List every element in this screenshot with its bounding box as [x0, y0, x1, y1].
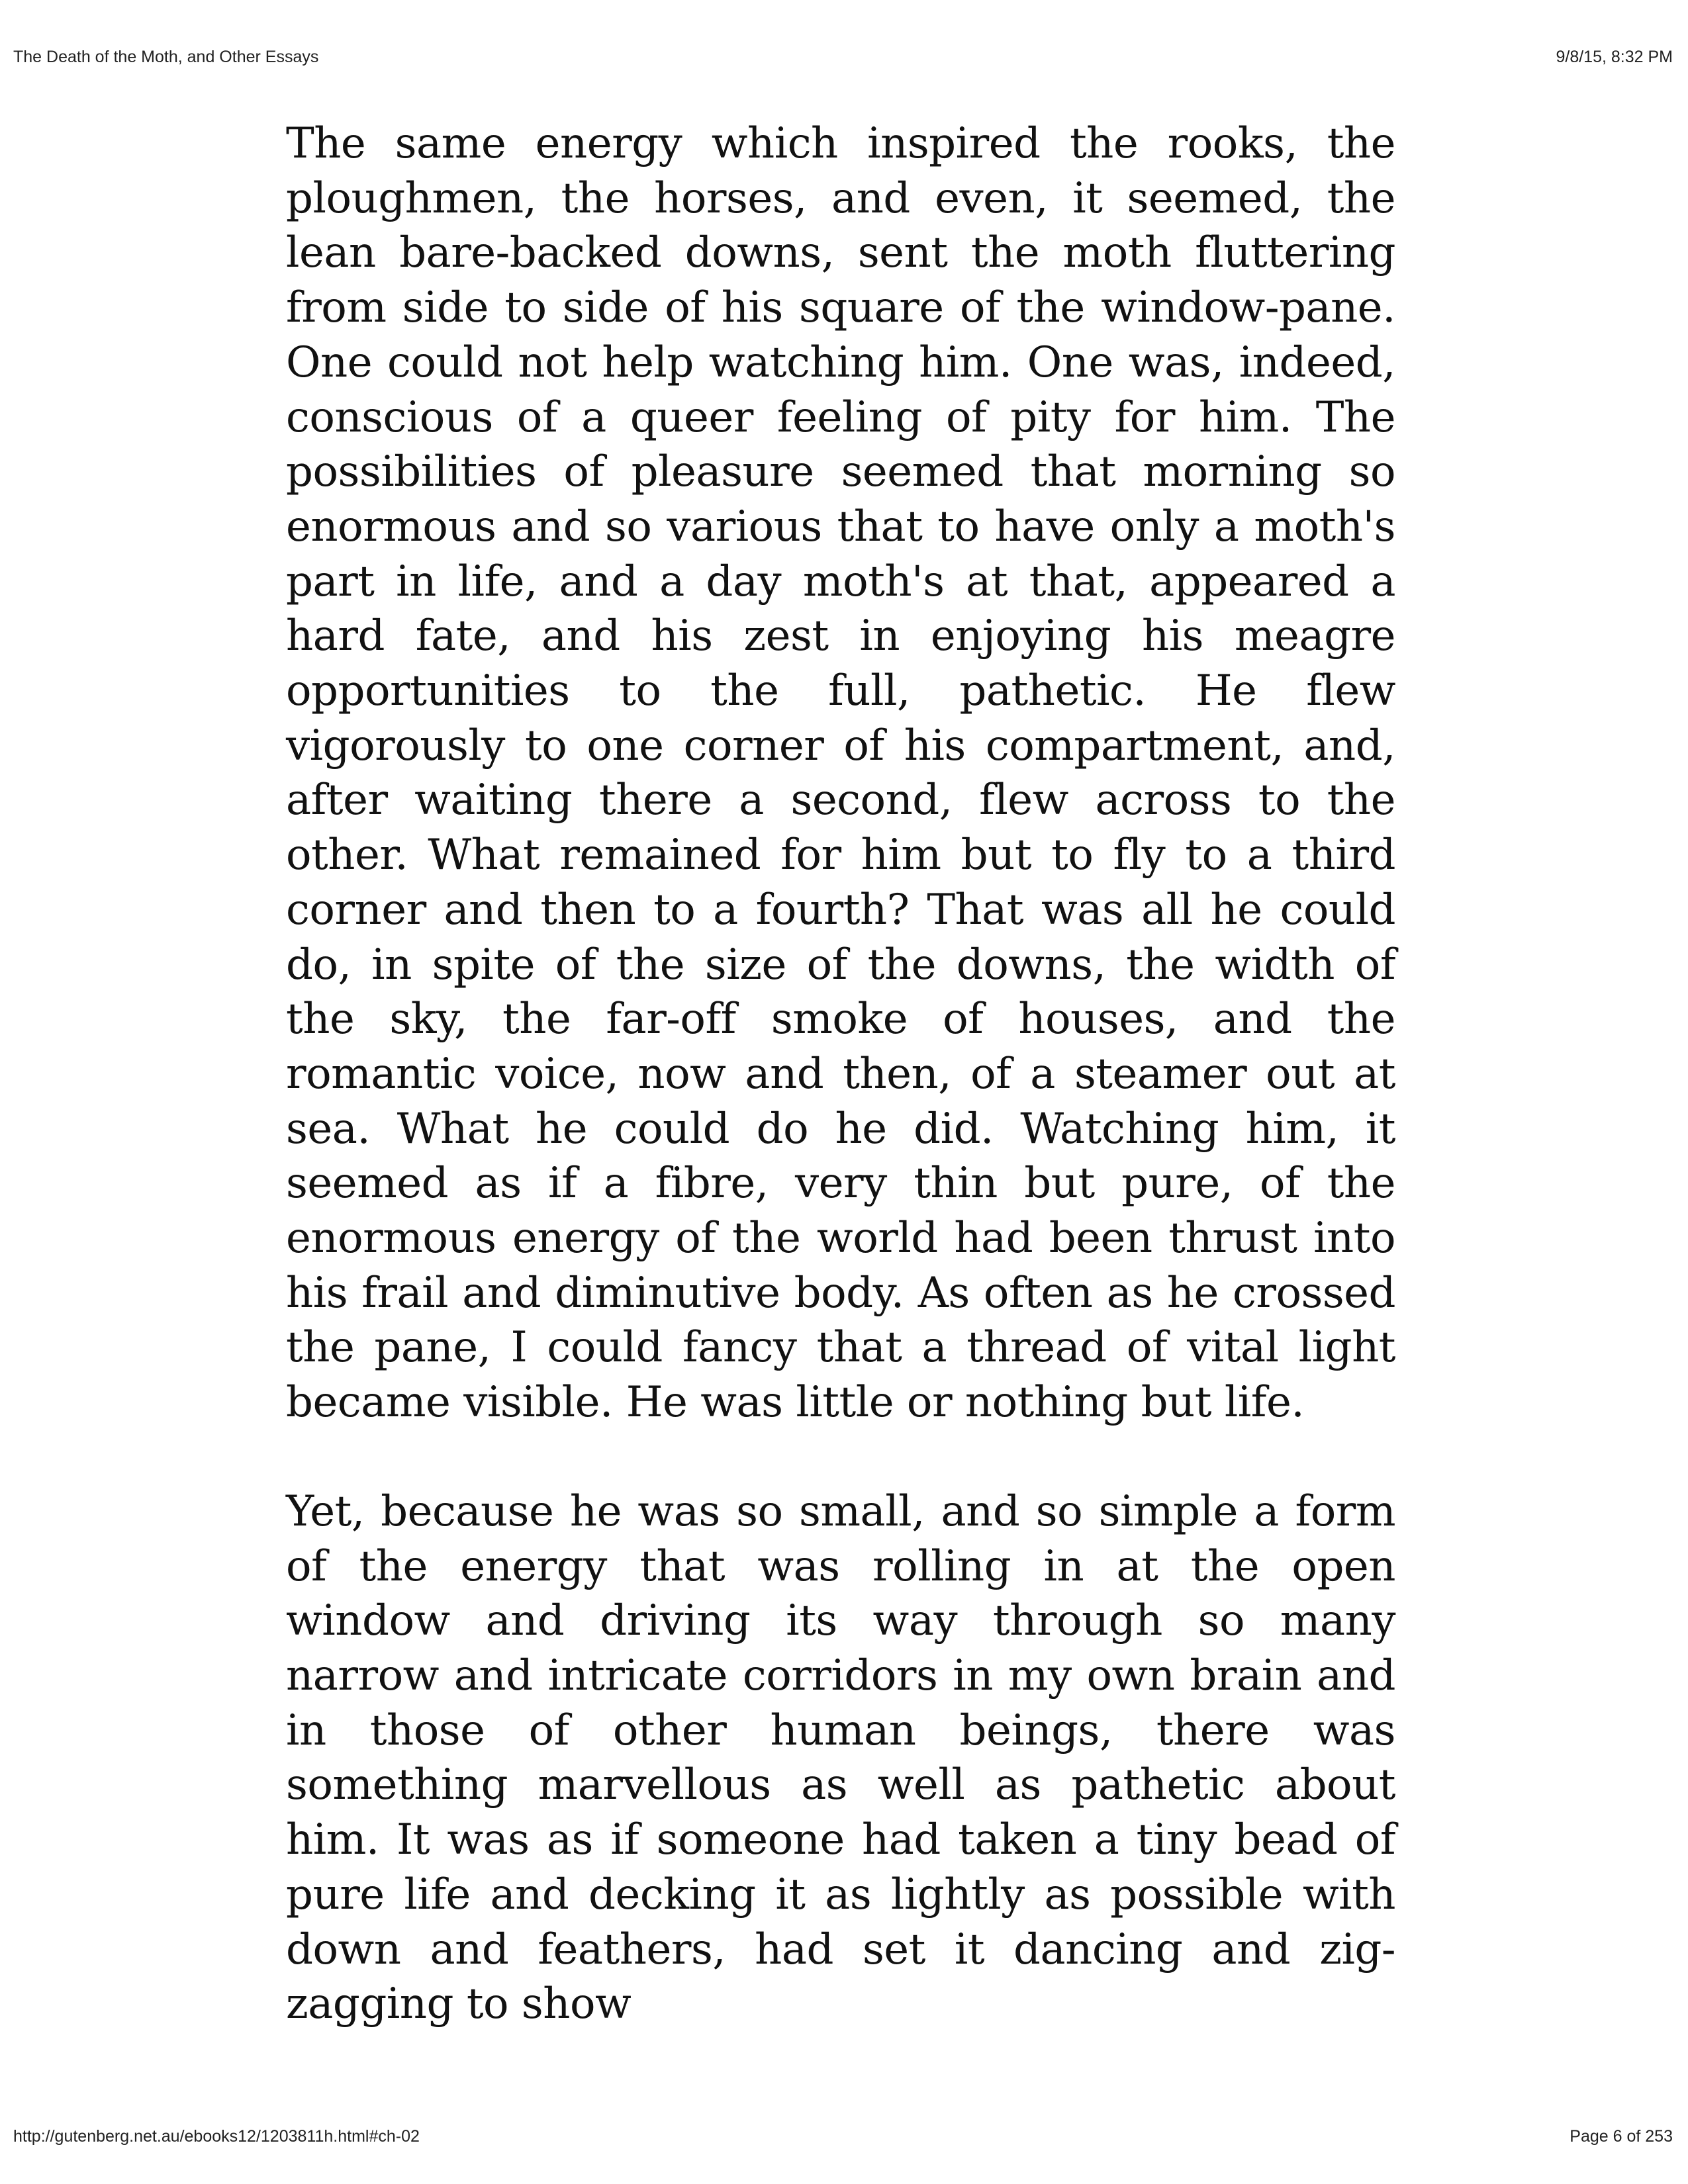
paragraph: The same energy which inspired the rooks, the ploughmen, the horses, and even, it seemed, the lean bare-backed downs, sent the moth fluttering from side to side of his square of the window-pane. One could not help watching him. One was, indeed, conscious of a queer feeling of pity for him. The possibilities of pleasure seemed that morning so enormous and so various that to have only a moth's part in life, and a day moth's at that, appeared a hard fate, and his zest in enjoying his meagre opportunities to the full, pathetic. He flew vigorously to one corner of his compartment, and, after waiting there a second, flew across to the other. What remained for him but to fly to a third corner and then to a fourth? That was all he could do, in spite of the size of the downs, the width of the sky, the far-off smoke of houses, and the romantic voice, now and then, of a steamer out at sea. What he could do he did. Watching him, it seemed as if a fibre, very thin but pure, of the enormous energy of the world had been thrust into his frail and diminutive body. As often as he crossed the pane, I could fancy that a thread of vital light became visible. He was little or nothing but life. — [286, 119, 1395, 1428]
page-header-datetime: 9/8/15, 8:32 PM — [1556, 48, 1673, 66]
essay-body — [286, 116, 1395, 2032]
page-footer-page-number: Page 6 of 253 — [1570, 2127, 1673, 2146]
paragraph: Yet, because he was so small, and so simple a form of the energy that was rolling in at the open window and driving its way through so many narrow and intricate corridors in my own brain and in those of other human beings, there was something marvellous as well as pathetic about him. It was as if someone had taken a tiny bead of pure life and decking it as lightly as possible with down and feathers, had set it dancing and zig-zagging to show — [286, 1486, 1395, 2029]
page-footer-url[interactable]: http://gutenberg.net.au/ebooks12/1203811h.html#ch-02 — [13, 2127, 420, 2146]
page-header-title: The Death of the Moth, and Other Essays — [13, 48, 319, 66]
